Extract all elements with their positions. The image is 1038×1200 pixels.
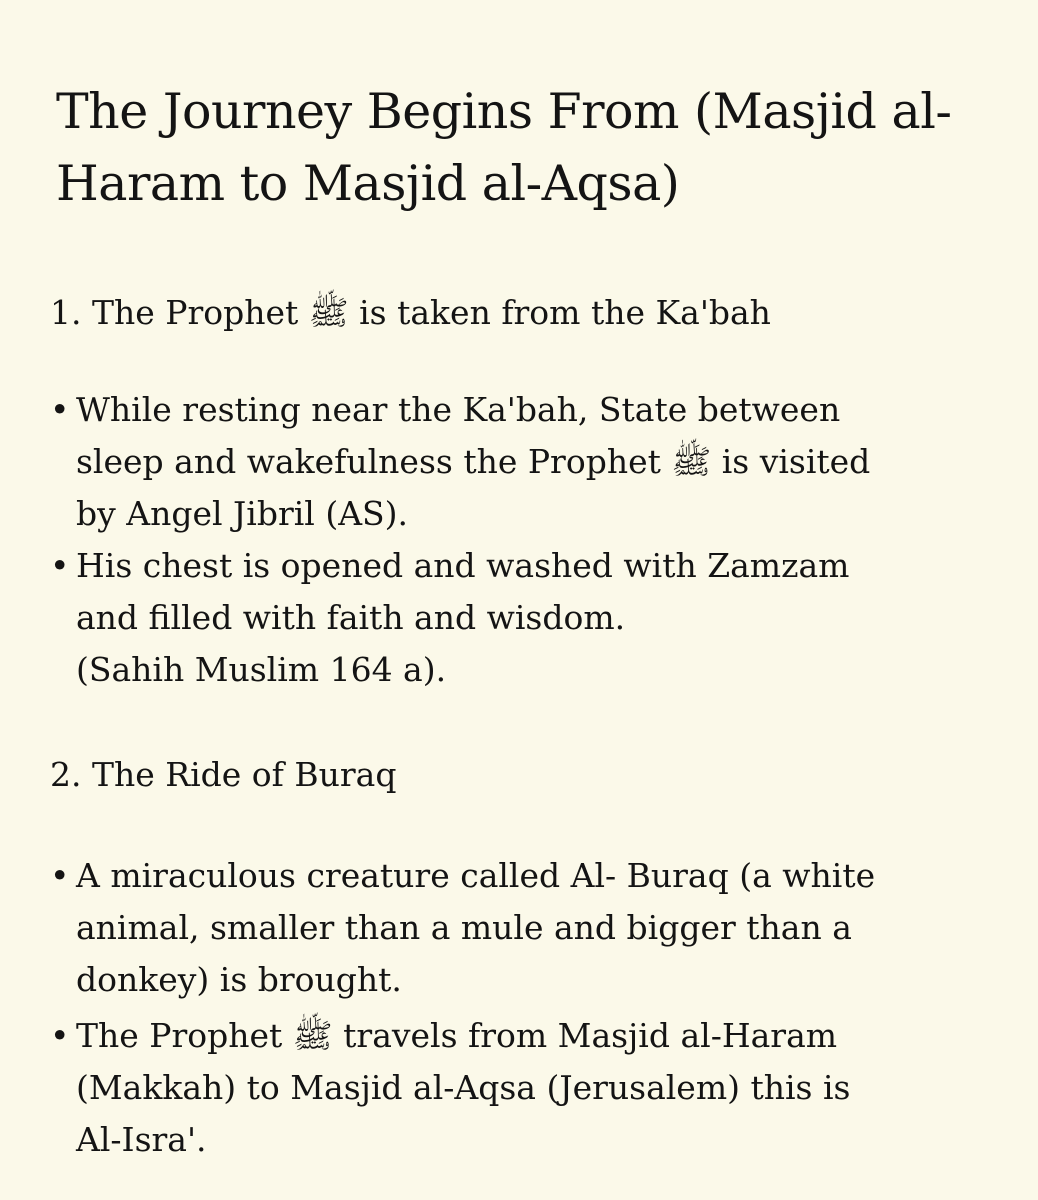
bullet-marker: •: [50, 546, 70, 585]
bullet-marker: •: [50, 390, 70, 429]
bullet-text: While resting near the Ka'bah, State between sleep and wakefulness the Prophet ﷺ is visited by Angel Jibril (AS).: [76, 390, 871, 533]
bullet-marker: •: [50, 1016, 70, 1055]
bullet-marker: •: [50, 856, 70, 895]
bullet-item: [46, 384, 991, 540]
page-title: The Journey Begins From (Masjid al-Haram to Masjid al-Aqsa): [56, 83, 952, 212]
bullet-item: [46, 540, 991, 696]
bullet-text: The Prophet ﷺ travels from Masjid al-Haram (Makkah) to Masjid al-Aqsa (Jerusalem) this is Al-Isra'.: [76, 1016, 851, 1159]
bullet-text: A miraculous creature called Al- Buraq (a white animal, smaller than a mule and bigger than a donkey) is brought.: [76, 856, 876, 999]
bullet-text: His chest is opened and washed with Zamzam and filled with faith and wisdom. (Sahih Muslim 164 a).: [76, 546, 850, 689]
section-heading-2: 2. The Ride of Buraq: [50, 755, 397, 794]
bullet-item: [46, 850, 991, 1006]
section-heading-1: 1. The Prophet ﷺ is taken from the Ka'bah: [50, 293, 771, 332]
bullet-item: [46, 1010, 991, 1166]
